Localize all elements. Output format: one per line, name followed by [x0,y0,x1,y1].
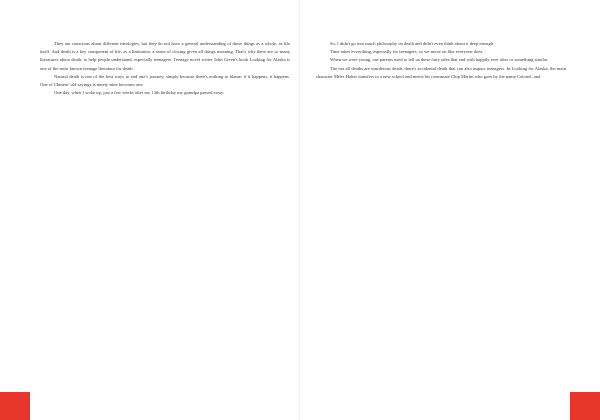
left-paragraph-3: One day, when I woke up, just a few weeks after my 13th birthday my grandpa passed away. [54,90,225,96]
right-paragraph-2: Time takes everything, especially for teenagers, so we move on like everyone does. [330,49,484,55]
right-paragraph-1: So, I didn't go into much philosophy on death and didn't even think about it deep enough. [330,41,495,46]
left-page [40,40,290,380]
left-corner-tab [0,392,30,420]
right-paragraph-3: When we were young, our parents used to tell us these fairy tales that end with happily ever after or something similar. [330,57,549,63]
left-paragraph-1: They are conscious about different ideologies, but they do not have a general understanding of those things as a whole, as life itself. And death is a key component of life, as a limitation, a sense of closing given all things meaning. That's why there are so many literatures about death, to help people understand, especially teenagers. Teenage novel writer John Green's book Looking for Alaska is one of the most known teenage literature for death. [40,41,290,71]
left-paragraph-2: Natural death is one of the best ways to end one's journey, simply because there's nothing to blame; if it happens, it happens. One of Chinese' old sayings is ninety-nine becomes one. [40,73,290,88]
right-paragraph-4: The not all deaths are murderous death, there's accidental death that can also impact teenagers. In Looking for Alaska, the main character Miles Halter transfers to a new school and meets his roommate Chip Martin who goes by the name Colonel, and [316,65,566,79]
right-corner-tab [570,392,600,420]
right-page [316,40,566,380]
gutter-divider [299,0,300,420]
